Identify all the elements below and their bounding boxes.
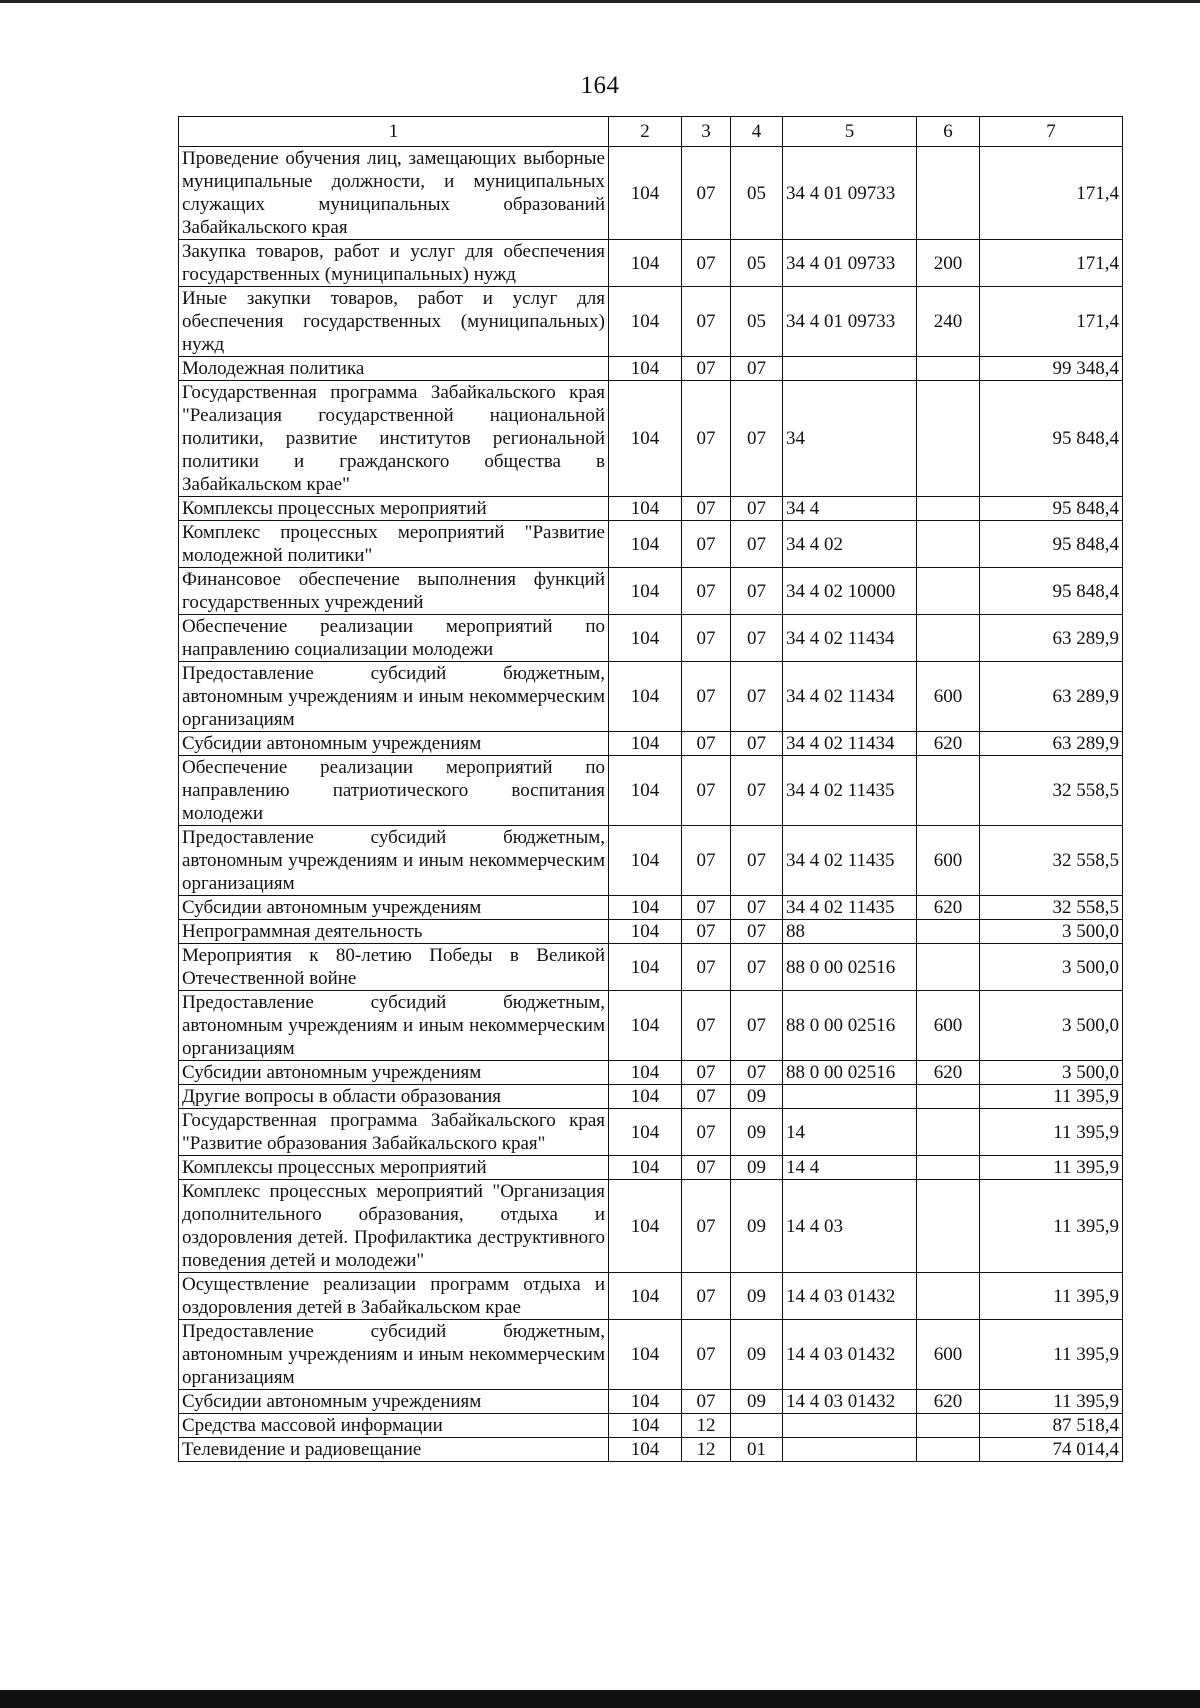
cell-section: 07 — [682, 521, 731, 568]
cell-chapter: 104 — [609, 1273, 682, 1320]
cell-amount: 74 014,4 — [980, 1438, 1123, 1462]
table-row — [179, 1273, 1123, 1320]
cell-target-article: 34 4 01 09733 — [783, 147, 917, 240]
header-row — [179, 117, 1123, 147]
cell-amount: 63 289,9 — [980, 662, 1123, 732]
table-row — [179, 1061, 1123, 1085]
cell-subsection: 09 — [731, 1273, 783, 1320]
cell-subsection: 07 — [731, 944, 783, 991]
cell-chapter: 104 — [609, 497, 682, 521]
cell-expense-type — [917, 920, 980, 944]
cell-expense-type — [917, 357, 980, 381]
cell-chapter: 104 — [609, 732, 682, 756]
cell-target-article: 88 0 00 02516 — [783, 1061, 917, 1085]
cell-chapter: 104 — [609, 568, 682, 615]
cell-amount: 11 395,9 — [980, 1320, 1123, 1390]
cell-section: 07 — [682, 1061, 731, 1085]
cell-chapter: 104 — [609, 662, 682, 732]
cell-amount: 95 848,4 — [980, 521, 1123, 568]
cell-target-article: 88 — [783, 920, 917, 944]
cell-expense-type — [917, 1109, 980, 1156]
cell-chapter: 104 — [609, 615, 682, 662]
cell-target-article: 34 4 02 10000 — [783, 568, 917, 615]
cell-name: Предоставление субсидий бюджетным, автономным учреждениям и иным некоммерческим организациям — [179, 826, 609, 896]
cell-section: 07 — [682, 287, 731, 357]
cell-amount: 11 395,9 — [980, 1390, 1123, 1414]
cell-amount: 95 848,4 — [980, 381, 1123, 497]
cell-name: Мероприятия к 80-летию Победы в Великой Отечественной войне — [179, 944, 609, 991]
cell-name: Телевидение и радиовещание — [179, 1438, 609, 1462]
cell-chapter: 104 — [609, 896, 682, 920]
cell-name: Непрограммная деятельность — [179, 920, 609, 944]
cell-target-article: 34 4 — [783, 497, 917, 521]
table-row — [179, 521, 1123, 568]
cell-section: 07 — [682, 1390, 731, 1414]
cell-amount: 32 558,5 — [980, 756, 1123, 826]
cell-amount: 11 395,9 — [980, 1273, 1123, 1320]
cell-target-article: 34 — [783, 381, 917, 497]
cell-name: Финансовое обеспечение выполнения функций государственных учреждений — [179, 568, 609, 615]
table-row — [179, 147, 1123, 240]
cell-target-article: 34 4 01 09733 — [783, 287, 917, 357]
cell-subsection: 07 — [731, 381, 783, 497]
budget-table — [178, 116, 1123, 1462]
cell-name: Предоставление субсидий бюджетным, автономным учреждениям и иным некоммерческим организациям — [179, 1320, 609, 1390]
cell-name: Проведение обучения лиц, замещающих выборные муниципальные должности, и муниципальных служащих муниципальных образований Забайкальского края — [179, 147, 609, 240]
cell-expense-type — [917, 1273, 980, 1320]
cell-expense-type — [917, 1180, 980, 1273]
table-row — [179, 357, 1123, 381]
table-row — [179, 1320, 1123, 1390]
cell-chapter: 104 — [609, 756, 682, 826]
cell-expense-type — [917, 521, 980, 568]
cell-chapter: 104 — [609, 287, 682, 357]
cell-name: Комплекс процессных мероприятий "Организация дополнительного образования, отдыха и оздоровления детей. Профилактика деструктивного поведения детей и молодежи" — [179, 1180, 609, 1273]
cell-name: Обеспечение реализации мероприятий по направлению патриотического воспитания молодежи — [179, 756, 609, 826]
cell-target-article: 34 4 02 11435 — [783, 896, 917, 920]
cell-section: 07 — [682, 1273, 731, 1320]
cell-subsection: 07 — [731, 521, 783, 568]
cell-chapter: 104 — [609, 1109, 682, 1156]
table-row — [179, 662, 1123, 732]
cell-section: 07 — [682, 1156, 731, 1180]
cell-expense-type — [917, 381, 980, 497]
cell-amount: 99 348,4 — [980, 357, 1123, 381]
cell-chapter: 104 — [609, 944, 682, 991]
cell-expense-type — [917, 1156, 980, 1180]
cell-name: Субсидии автономным учреждениям — [179, 732, 609, 756]
cell-chapter: 104 — [609, 381, 682, 497]
table-row — [179, 826, 1123, 896]
cell-section: 07 — [682, 1085, 731, 1109]
cell-target-article — [783, 1414, 917, 1438]
cell-expense-type: 620 — [917, 896, 980, 920]
cell-section: 07 — [682, 756, 731, 826]
cell-amount: 3 500,0 — [980, 991, 1123, 1061]
cell-subsection: 09 — [731, 1085, 783, 1109]
cell-expense-type — [917, 147, 980, 240]
cell-amount: 11 395,9 — [980, 1156, 1123, 1180]
table-row — [179, 568, 1123, 615]
cell-section: 07 — [682, 826, 731, 896]
cell-amount: 171,4 — [980, 240, 1123, 287]
cell-amount: 3 500,0 — [980, 1061, 1123, 1085]
cell-section: 07 — [682, 240, 731, 287]
cell-expense-type — [917, 1438, 980, 1462]
cell-name: Обеспечение реализации мероприятий по направлению социализации молодежи — [179, 615, 609, 662]
cell-amount: 95 848,4 — [980, 568, 1123, 615]
cell-target-article — [783, 357, 917, 381]
cell-subsection: 07 — [731, 826, 783, 896]
cell-chapter: 104 — [609, 240, 682, 287]
cell-target-article: 14 4 03 01432 — [783, 1273, 917, 1320]
cell-name: Субсидии автономным учреждениям — [179, 1061, 609, 1085]
cell-section: 07 — [682, 147, 731, 240]
cell-amount: 11 395,9 — [980, 1109, 1123, 1156]
cell-amount: 32 558,5 — [980, 826, 1123, 896]
cell-amount: 95 848,4 — [980, 497, 1123, 521]
table-row — [179, 381, 1123, 497]
cell-name: Субсидии автономным учреждениям — [179, 896, 609, 920]
cell-section: 07 — [682, 1320, 731, 1390]
cell-chapter: 104 — [609, 147, 682, 240]
cell-name: Осуществление реализации программ отдыха и оздоровления детей в Забайкальском крае — [179, 1273, 609, 1320]
cell-expense-type: 600 — [917, 1320, 980, 1390]
cell-name: Молодежная политика — [179, 357, 609, 381]
table-row — [179, 240, 1123, 287]
cell-target-article: 34 4 02 11434 — [783, 732, 917, 756]
table-row — [179, 756, 1123, 826]
cell-expense-type — [917, 568, 980, 615]
table-row — [179, 920, 1123, 944]
cell-target-article: 14 4 03 01432 — [783, 1390, 917, 1414]
cell-amount: 63 289,9 — [980, 732, 1123, 756]
cell-amount: 171,4 — [980, 287, 1123, 357]
col-header: 6 — [917, 117, 980, 147]
cell-chapter: 104 — [609, 1414, 682, 1438]
cell-target-article: 34 4 01 09733 — [783, 240, 917, 287]
cell-subsection: 09 — [731, 1390, 783, 1414]
cell-amount: 32 558,5 — [980, 896, 1123, 920]
cell-expense-type: 600 — [917, 662, 980, 732]
cell-amount: 63 289,9 — [980, 615, 1123, 662]
cell-expense-type — [917, 1414, 980, 1438]
table-row — [179, 896, 1123, 920]
cell-section: 07 — [682, 381, 731, 497]
cell-target-article: 88 0 00 02516 — [783, 944, 917, 991]
scan-top-edge — [0, 0, 1200, 3]
cell-subsection: 07 — [731, 662, 783, 732]
cell-expense-type — [917, 615, 980, 662]
cell-subsection: 05 — [731, 287, 783, 357]
cell-section: 07 — [682, 920, 731, 944]
cell-subsection: 07 — [731, 756, 783, 826]
cell-section: 07 — [682, 991, 731, 1061]
cell-name: Средства массовой информации — [179, 1414, 609, 1438]
table-row — [179, 1180, 1123, 1273]
cell-name: Государственная программа Забайкальского края "Реализация государственной национальной политики, развитие институтов региональной политики и гражданского общества в Забайкальском крае" — [179, 381, 609, 497]
cell-target-article: 14 — [783, 1109, 917, 1156]
table-row — [179, 497, 1123, 521]
cell-amount: 11 395,9 — [980, 1085, 1123, 1109]
cell-subsection: 07 — [731, 896, 783, 920]
cell-target-article: 34 4 02 11434 — [783, 615, 917, 662]
cell-expense-type — [917, 1085, 980, 1109]
cell-expense-type: 600 — [917, 826, 980, 896]
col-header: 2 — [609, 117, 682, 147]
cell-chapter: 104 — [609, 1180, 682, 1273]
col-header: 7 — [980, 117, 1123, 147]
cell-target-article: 14 4 03 01432 — [783, 1320, 917, 1390]
cell-subsection: 07 — [731, 920, 783, 944]
cell-name: Субсидии автономным учреждениям — [179, 1390, 609, 1414]
cell-chapter: 104 — [609, 991, 682, 1061]
cell-section: 07 — [682, 896, 731, 920]
cell-subsection: 05 — [731, 147, 783, 240]
cell-expense-type: 620 — [917, 1390, 980, 1414]
cell-name: Комплексы процессных мероприятий — [179, 497, 609, 521]
table-row — [179, 1414, 1123, 1438]
cell-subsection: 09 — [731, 1156, 783, 1180]
cell-amount: 171,4 — [980, 147, 1123, 240]
cell-target-article: 34 4 02 11434 — [783, 662, 917, 732]
cell-expense-type: 200 — [917, 240, 980, 287]
cell-expense-type: 600 — [917, 991, 980, 1061]
cell-chapter: 104 — [609, 357, 682, 381]
cell-name: Комплексы процессных мероприятий — [179, 1156, 609, 1180]
col-header: 1 — [179, 117, 609, 147]
cell-subsection: 09 — [731, 1109, 783, 1156]
cell-target-article: 34 4 02 11435 — [783, 826, 917, 896]
col-header: 5 — [783, 117, 917, 147]
cell-chapter: 104 — [609, 1061, 682, 1085]
cell-expense-type: 620 — [917, 1061, 980, 1085]
cell-section: 12 — [682, 1414, 731, 1438]
cell-amount: 11 395,9 — [980, 1180, 1123, 1273]
cell-section: 12 — [682, 1438, 731, 1462]
table-row — [179, 1109, 1123, 1156]
cell-section: 07 — [682, 568, 731, 615]
table-row — [179, 732, 1123, 756]
cell-expense-type: 240 — [917, 287, 980, 357]
cell-subsection — [731, 1414, 783, 1438]
page-number: 164 — [580, 72, 620, 99]
table-row — [179, 287, 1123, 357]
table-row — [179, 1438, 1123, 1462]
cell-section: 07 — [682, 1109, 731, 1156]
cell-section: 07 — [682, 1180, 731, 1273]
cell-name: Иные закупки товаров, работ и услуг для обеспечения государственных (муниципальных) нужд — [179, 287, 609, 357]
cell-expense-type — [917, 944, 980, 991]
cell-subsection: 07 — [731, 357, 783, 381]
scan-bottom-edge — [0, 1690, 1200, 1708]
cell-section: 07 — [682, 497, 731, 521]
cell-chapter: 104 — [609, 920, 682, 944]
cell-section: 07 — [682, 357, 731, 381]
cell-target-article: 88 0 00 02516 — [783, 991, 917, 1061]
cell-name: Комплекс процессных мероприятий "Развитие молодежной политики" — [179, 521, 609, 568]
cell-chapter: 104 — [609, 826, 682, 896]
cell-amount: 3 500,0 — [980, 920, 1123, 944]
cell-section: 07 — [682, 732, 731, 756]
table-row — [179, 944, 1123, 991]
cell-subsection: 01 — [731, 1438, 783, 1462]
cell-subsection: 07 — [731, 615, 783, 662]
col-header: 4 — [731, 117, 783, 147]
table-row — [179, 1156, 1123, 1180]
cell-subsection: 07 — [731, 568, 783, 615]
cell-name: Государственная программа Забайкальского края "Развитие образования Забайкальского края" — [179, 1109, 609, 1156]
cell-target-article: 14 4 03 — [783, 1180, 917, 1273]
table-row — [179, 615, 1123, 662]
cell-subsection: 09 — [731, 1180, 783, 1273]
col-header: 3 — [682, 117, 731, 147]
cell-chapter: 104 — [609, 521, 682, 568]
cell-target-article: 34 4 02 — [783, 521, 917, 568]
cell-subsection: 07 — [731, 732, 783, 756]
cell-subsection: 07 — [731, 991, 783, 1061]
cell-expense-type: 620 — [917, 732, 980, 756]
cell-chapter: 104 — [609, 1156, 682, 1180]
cell-name: Закупка товаров, работ и услуг для обеспечения государственных (муниципальных) нужд — [179, 240, 609, 287]
cell-target-article — [783, 1085, 917, 1109]
cell-subsection: 07 — [731, 1061, 783, 1085]
cell-amount: 3 500,0 — [980, 944, 1123, 991]
cell-chapter: 104 — [609, 1085, 682, 1109]
cell-target-article — [783, 1438, 917, 1462]
cell-expense-type — [917, 756, 980, 826]
cell-amount: 87 518,4 — [980, 1414, 1123, 1438]
cell-section: 07 — [682, 662, 731, 732]
cell-subsection: 07 — [731, 497, 783, 521]
cell-target-article: 34 4 02 11435 — [783, 756, 917, 826]
cell-chapter: 104 — [609, 1320, 682, 1390]
table-row — [179, 1085, 1123, 1109]
cell-subsection: 05 — [731, 240, 783, 287]
table-row — [179, 991, 1123, 1061]
cell-name: Предоставление субсидий бюджетным, автономным учреждениям и иным некоммерческим организациям — [179, 991, 609, 1061]
cell-chapter: 104 — [609, 1438, 682, 1462]
cell-name: Другие вопросы в области образования — [179, 1085, 609, 1109]
cell-name: Предоставление субсидий бюджетным, автономным учреждениям и иным некоммерческим организациям — [179, 662, 609, 732]
cell-section: 07 — [682, 944, 731, 991]
cell-subsection: 09 — [731, 1320, 783, 1390]
cell-target-article: 14 4 — [783, 1156, 917, 1180]
cell-chapter: 104 — [609, 1390, 682, 1414]
table-row — [179, 1390, 1123, 1414]
cell-expense-type — [917, 497, 980, 521]
cell-section: 07 — [682, 615, 731, 662]
